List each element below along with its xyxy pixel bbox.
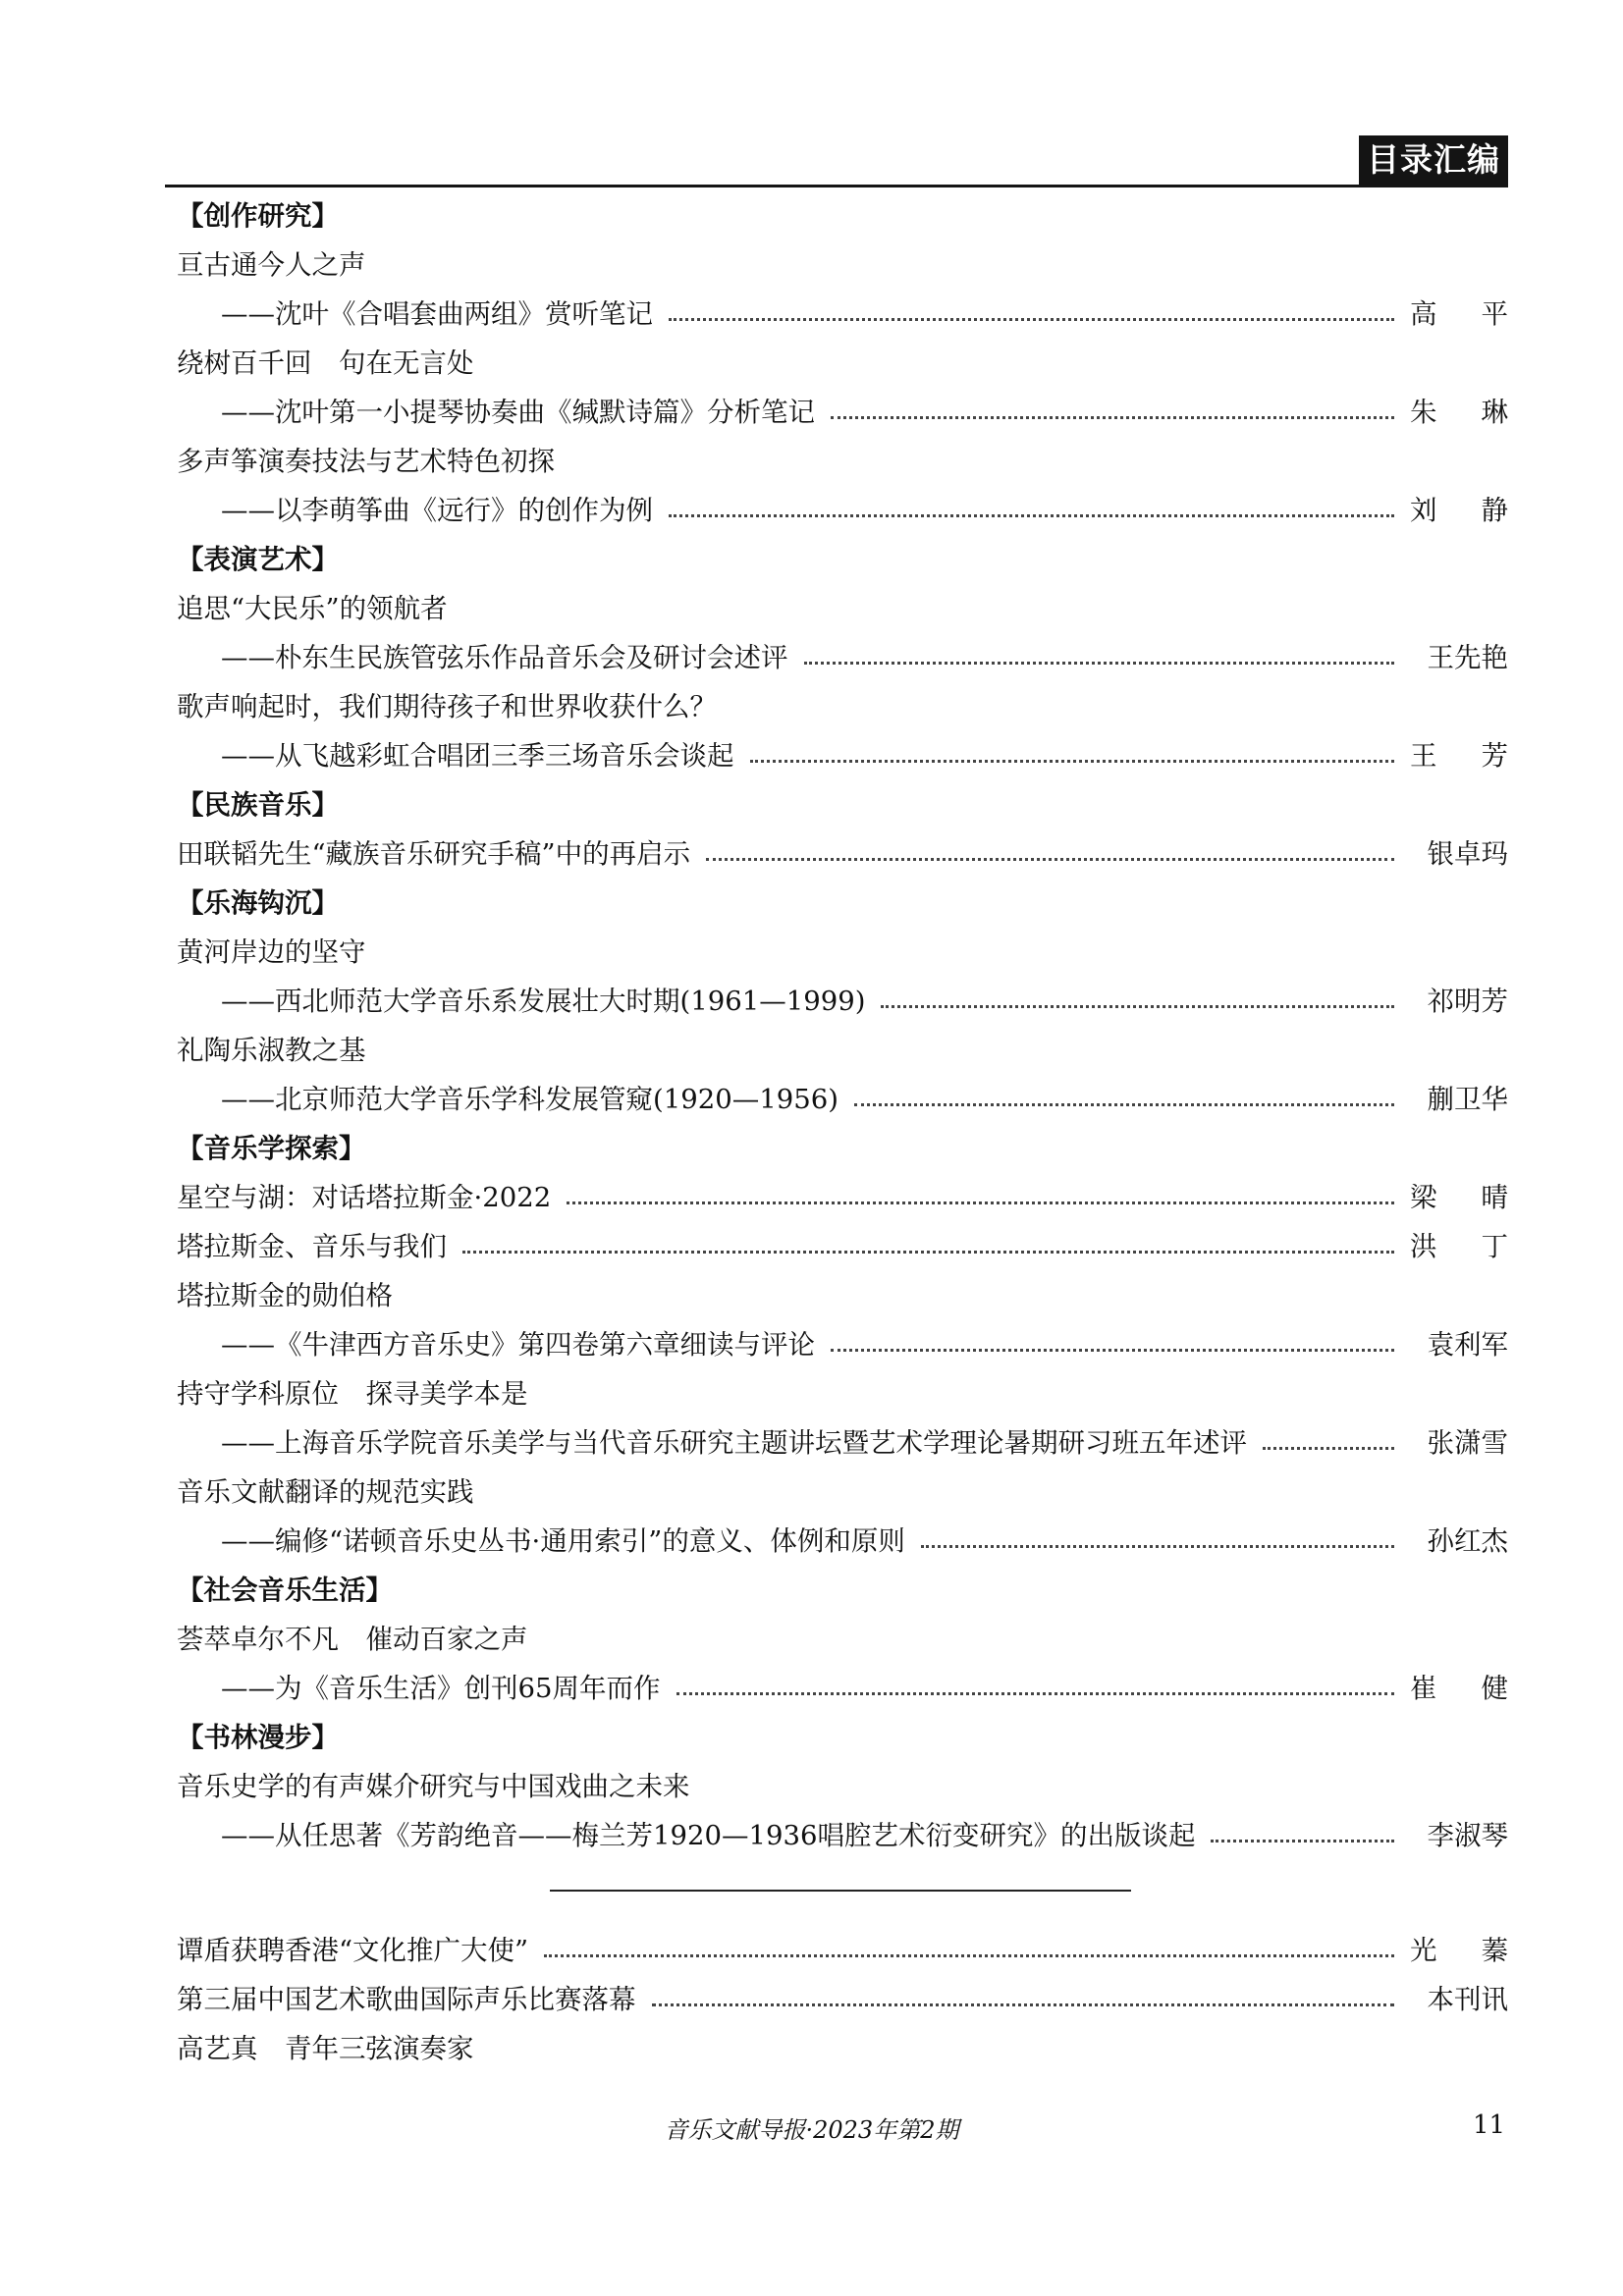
journal-footer: 音乐文献导报·2023年第2期 xyxy=(664,2116,959,2144)
toc-subtitle xyxy=(177,633,1508,682)
entry-text: ——朴东生民族管弦乐作品音乐会及研讨会述评 xyxy=(221,642,788,673)
entry-text: 谭盾获聘香港“文化推广大使” xyxy=(177,1935,529,1966)
dot-leader xyxy=(706,858,1394,861)
author-part: 芳 xyxy=(1481,740,1508,772)
section-heading xyxy=(177,1124,1508,1173)
dot-leader xyxy=(881,1005,1394,1008)
toc-subtitle xyxy=(177,486,1508,535)
author-part: 张潇雪 xyxy=(1427,1427,1508,1459)
toc-subtitle xyxy=(177,1811,1508,1860)
toc-entry xyxy=(177,1271,1508,1320)
entry-text: 【书林漫步】 xyxy=(177,1722,339,1753)
entry-author xyxy=(1410,1811,1508,1860)
author-part: 平 xyxy=(1481,298,1508,330)
author-part: 健 xyxy=(1481,1673,1508,1704)
author-part: 袁利军 xyxy=(1427,1329,1508,1361)
entry-author xyxy=(1410,388,1508,437)
page-number: 11 xyxy=(1473,2110,1506,2140)
section-heading xyxy=(177,191,1508,240)
divider-rule xyxy=(550,1890,1131,1892)
entry-author xyxy=(1410,1517,1508,1566)
author-part: 静 xyxy=(1481,495,1508,526)
entry-text: 【音乐学探索】 xyxy=(177,1133,366,1164)
entry-text: 音乐史学的有声媒介研究与中国戏曲之未来 xyxy=(177,1771,690,1802)
dot-leader xyxy=(669,514,1394,517)
entry-text: ——为《音乐生活》创刊65周年而作 xyxy=(221,1673,661,1704)
toc-entry xyxy=(177,584,1508,633)
author-part: 刘 xyxy=(1410,495,1437,526)
entry-text: ——从任思著《芳韵绝音——梅兰芳1920—1936唱腔艺术衍变研究》的出版谈起 xyxy=(221,1820,1196,1851)
toc-subtitle xyxy=(177,1320,1508,1369)
entry-text: 【表演艺术】 xyxy=(177,544,339,575)
author-part: 本刊讯 xyxy=(1427,1984,1508,2015)
author-part: 梁 xyxy=(1410,1182,1437,1213)
section-badge: 目录汇编 xyxy=(1359,135,1508,185)
entry-author xyxy=(1410,1222,1508,1271)
dot-leader xyxy=(750,760,1395,763)
author-part: 王 xyxy=(1410,740,1437,772)
author-part: 祁明芳 xyxy=(1427,986,1508,1017)
entry-text: 追思“大民乐”的领航者 xyxy=(177,593,448,624)
entry-text: 【民族音乐】 xyxy=(177,789,339,821)
entry-author xyxy=(1410,633,1508,682)
entry-text: ——编修“诺顿音乐史丛书·通用索引”的意义、体例和原则 xyxy=(221,1525,905,1557)
section-heading xyxy=(177,879,1508,928)
dot-leader xyxy=(669,318,1394,321)
dot-leader xyxy=(804,662,1395,665)
entry-text: ——沈叶第一小提琴协奏曲《缄默诗篇》分析笔记 xyxy=(221,397,815,428)
entry-text: 荟萃卓尔不凡 催动百家之声 xyxy=(177,1624,528,1655)
entry-text: 【乐海钩沉】 xyxy=(177,887,339,919)
entry-text: 田联韬先生“藏族音乐研究手稿”中的再启示 xyxy=(177,838,691,870)
toc-entry xyxy=(177,1926,1508,1975)
table-of-contents xyxy=(177,191,1508,1860)
section-heading xyxy=(177,1713,1508,1762)
author-part: 光 xyxy=(1410,1935,1437,1966)
author-part: 朱 xyxy=(1410,397,1437,428)
entry-author xyxy=(1410,1926,1508,1975)
author-part: 孙红杰 xyxy=(1427,1525,1508,1557)
dot-leader xyxy=(831,1349,1394,1352)
entry-text: 歌声响起时，我们期待孩子和世界收获什么？ xyxy=(177,691,717,722)
dot-leader xyxy=(921,1545,1394,1548)
entry-author xyxy=(1410,1320,1508,1369)
author-part: 李淑琴 xyxy=(1427,1820,1508,1851)
dot-leader xyxy=(854,1103,1394,1106)
toc-entry xyxy=(177,1173,1508,1222)
misc-entries xyxy=(177,1926,1508,2073)
toc-entry xyxy=(177,1975,1508,2024)
entry-text: ——以李萌筝曲《远行》的创作为例 xyxy=(221,495,653,526)
toc-entry xyxy=(177,1468,1508,1517)
entry-author xyxy=(1410,290,1508,339)
toc-subtitle xyxy=(177,731,1508,780)
entry-author xyxy=(1410,977,1508,1026)
toc-entry xyxy=(177,2024,1508,2073)
toc-entry xyxy=(177,1026,1508,1075)
toc-subtitle xyxy=(177,977,1508,1026)
entry-author xyxy=(1410,1975,1508,2024)
dot-leader xyxy=(462,1251,1394,1254)
toc-entry xyxy=(177,1615,1508,1664)
dot-leader xyxy=(676,1692,1395,1695)
entry-text: ——从飞越彩虹合唱团三季三场音乐会谈起 xyxy=(221,740,734,772)
toc-entry xyxy=(177,1369,1508,1418)
entry-text: 音乐文献翻译的规范实践 xyxy=(177,1476,474,1508)
entry-text: 塔拉斯金、音乐与我们 xyxy=(177,1231,447,1262)
section-heading xyxy=(177,535,1508,584)
entry-text: ——北京师范大学音乐学科发展管窥(1920—1956) xyxy=(221,1084,839,1115)
header-rule xyxy=(165,185,1508,187)
entry-text: 黄河岸边的坚守 xyxy=(177,936,366,968)
dot-leader xyxy=(1211,1840,1394,1842)
toc-entry xyxy=(177,240,1508,290)
entry-text: 持守学科原位 探寻美学本是 xyxy=(177,1378,528,1410)
author-part: 洪 xyxy=(1410,1231,1437,1262)
entry-text: ——《牛津西方音乐史》第四卷第六章细读与评论 xyxy=(221,1329,815,1361)
entry-text: 绕树百千回 句在无言处 xyxy=(177,347,474,379)
author-part: 丁 xyxy=(1481,1231,1508,1262)
author-part: 琳 xyxy=(1481,397,1508,428)
author-part: 蒯卫华 xyxy=(1427,1084,1508,1115)
toc-entry xyxy=(177,1762,1508,1811)
entry-text: 【社会音乐生活】 xyxy=(177,1575,393,1606)
toc-entry xyxy=(177,829,1508,879)
author-part: 崔 xyxy=(1410,1673,1437,1704)
author-part: 高 xyxy=(1410,298,1437,330)
toc-subtitle xyxy=(177,1517,1508,1566)
entry-text: 星空与湖：对话塔拉斯金·2022 xyxy=(177,1182,552,1213)
dot-leader xyxy=(544,1954,1394,1957)
entry-text: 多声筝演奏技法与艺术特色初探 xyxy=(177,446,555,477)
author-part: 王先艳 xyxy=(1427,642,1508,673)
entry-text: 亘古通今人之声 xyxy=(177,249,366,281)
toc-entry xyxy=(177,682,1508,731)
entry-text: 塔拉斯金的勋伯格 xyxy=(177,1280,393,1311)
entry-author xyxy=(1410,1664,1508,1713)
entry-author xyxy=(1410,1075,1508,1124)
entry-text: ——西北师范大学音乐系发展壮大时期(1961—1999) xyxy=(221,986,866,1017)
toc-entry xyxy=(177,437,1508,486)
section-heading xyxy=(177,780,1508,829)
dot-leader xyxy=(652,2003,1395,2006)
author-part: 银卓玛 xyxy=(1427,838,1508,870)
entry-text: 第三届中国艺术歌曲国际声乐比赛落幕 xyxy=(177,1984,636,2015)
author-part: 晴 xyxy=(1481,1182,1508,1213)
entry-text: 礼陶乐淑教之基 xyxy=(177,1035,366,1066)
toc-entry xyxy=(177,339,1508,388)
author-part: 蓁 xyxy=(1481,1935,1508,1966)
entry-author xyxy=(1410,1173,1508,1222)
toc-entry xyxy=(177,928,1508,977)
toc-subtitle xyxy=(177,1075,1508,1124)
entry-author xyxy=(1410,1418,1508,1468)
dot-leader xyxy=(1263,1447,1394,1450)
dot-leader xyxy=(567,1201,1394,1204)
dot-leader xyxy=(831,416,1394,419)
toc-subtitle xyxy=(177,1418,1508,1468)
entry-author xyxy=(1410,829,1508,879)
section-heading xyxy=(177,1566,1508,1615)
entry-author xyxy=(1410,486,1508,535)
toc-entry xyxy=(177,1222,1508,1271)
toc-subtitle xyxy=(177,1664,1508,1713)
entry-text: 【创作研究】 xyxy=(177,200,339,232)
toc-subtitle xyxy=(177,388,1508,437)
entry-text: ——上海音乐学院音乐美学与当代音乐研究主题讲坛暨艺术学理论暑期研习班五年述评 xyxy=(221,1427,1247,1459)
entry-text: 高艺真 青年三弦演奏家 xyxy=(177,2033,474,2064)
entry-author xyxy=(1410,731,1508,780)
toc-subtitle xyxy=(177,290,1508,339)
entry-text: ——沈叶《合唱套曲两组》赏听笔记 xyxy=(221,298,653,330)
